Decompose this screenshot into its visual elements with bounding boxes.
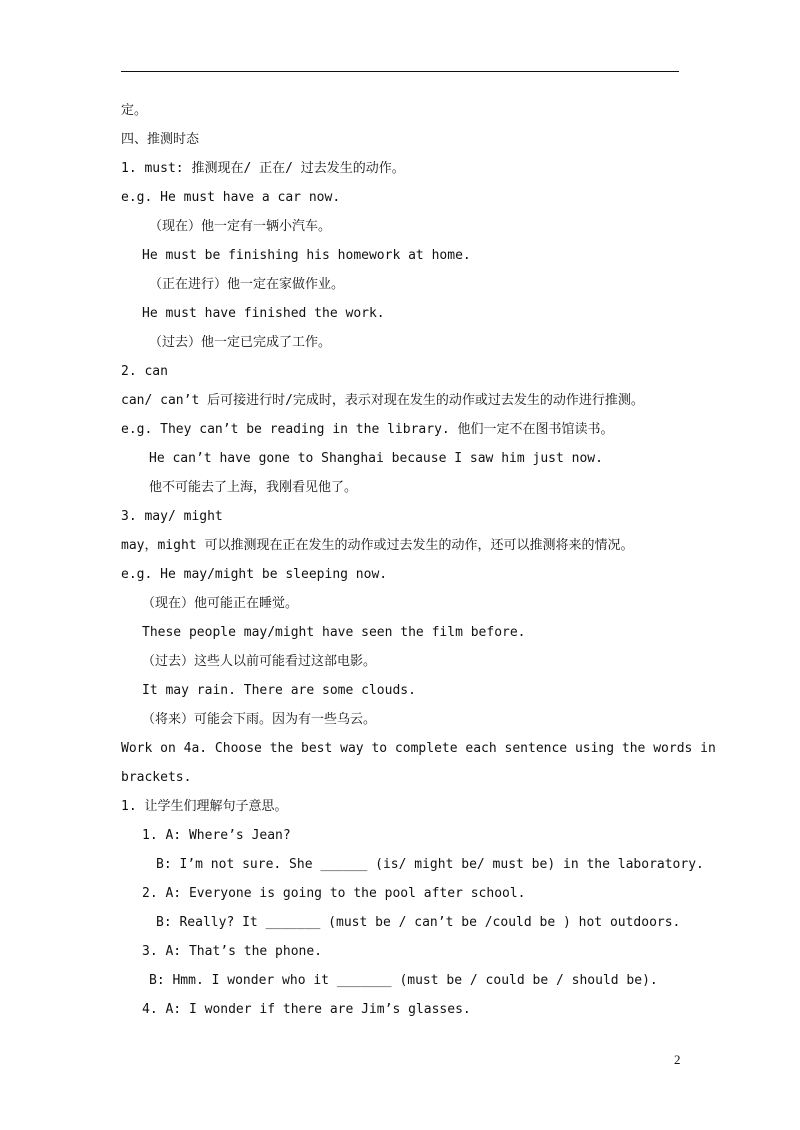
- exercise-line: 2. A: Everyone is going to the pool after school.: [142, 886, 526, 901]
- exercise-line: 3. A: That’s the phone.: [142, 944, 323, 959]
- grammar-note-line: （过去）他一定已完成了工作。: [149, 335, 332, 350]
- grammar-note-line: These people may/might have seen the film before.: [142, 625, 526, 640]
- grammar-note-line: 四、推测时态: [121, 132, 200, 147]
- grammar-note-line: 1. must: 推测现在/ 正在/ 过去发生的动作。: [121, 161, 405, 176]
- grammar-note-line: e.g. They can’t be reading in the library. 他们一定不在图书馆读书。: [121, 422, 614, 437]
- header-rule: [121, 71, 679, 72]
- task-instruction-line-2: brackets.: [121, 770, 192, 785]
- grammar-note-line: （现在）他一定有一辆小汽车。: [149, 219, 332, 234]
- exercise-line: B: Hmm. I wonder who it _______ (must be / could be / should be).: [149, 973, 658, 988]
- grammar-note-line: （将来）可能会下雨。因为有一些乌云。: [142, 712, 377, 727]
- exercise-line: 4. A: I wonder if there are Jim’s glasses.: [142, 1002, 471, 1017]
- grammar-note-line: （过去）这些人以前可能看过这部电影。: [142, 654, 377, 669]
- grammar-note-line: （现在）他可能正在睡觉。: [142, 596, 299, 611]
- exercise-line: 1. A: Where’s Jean?: [142, 828, 291, 843]
- grammar-note-line: can/ can’t 后可接进行时/完成时，表示对现在发生的动作或过去发生的动作进行推测。: [121, 393, 644, 408]
- grammar-note-line: （正在进行）他一定在家做作业。: [149, 277, 345, 292]
- grammar-note-line: He must be finishing his homework at home.: [142, 248, 471, 263]
- grammar-notes: [121, 96, 681, 734]
- exercise-line: B: Really? It _______ (must be / can’t be /could be ) hot outdoors.: [156, 915, 681, 930]
- exercise-list: [121, 792, 704, 1024]
- page-number: 2: [674, 1052, 681, 1067]
- grammar-note-line: 他不可能去了上海，我刚看见他了。: [149, 480, 358, 495]
- grammar-note-line: He can’t have gone to Shanghai because I saw him just now.: [149, 451, 603, 466]
- grammar-note-line: e.g. He may/might be sleeping now.: [121, 567, 388, 582]
- grammar-note-line: He must have finished the work.: [142, 306, 385, 321]
- grammar-note-line: may，might 可以推测现在正在发生的动作或过去发生的动作，还可以推测将来的情况。: [121, 538, 634, 553]
- grammar-note-line: e.g. He must have a car now.: [121, 190, 341, 205]
- exercise-line: 1. 让学生们理解句子意思。: [121, 799, 288, 814]
- exercise-line: B: I’m not sure. She ______ (is/ might be/ must be) in the laboratory.: [156, 857, 704, 872]
- grammar-note-line: 3. may/ might: [121, 509, 223, 524]
- task-instruction-line-1: Work on 4a. Choose the best way to complete each sentence using the words in: [121, 741, 716, 756]
- grammar-note-line: It may rain. There are some clouds.: [142, 683, 416, 698]
- grammar-note-line: 定。: [121, 103, 148, 118]
- document-body: [121, 96, 716, 1024]
- grammar-note-line: 2. can: [121, 364, 168, 379]
